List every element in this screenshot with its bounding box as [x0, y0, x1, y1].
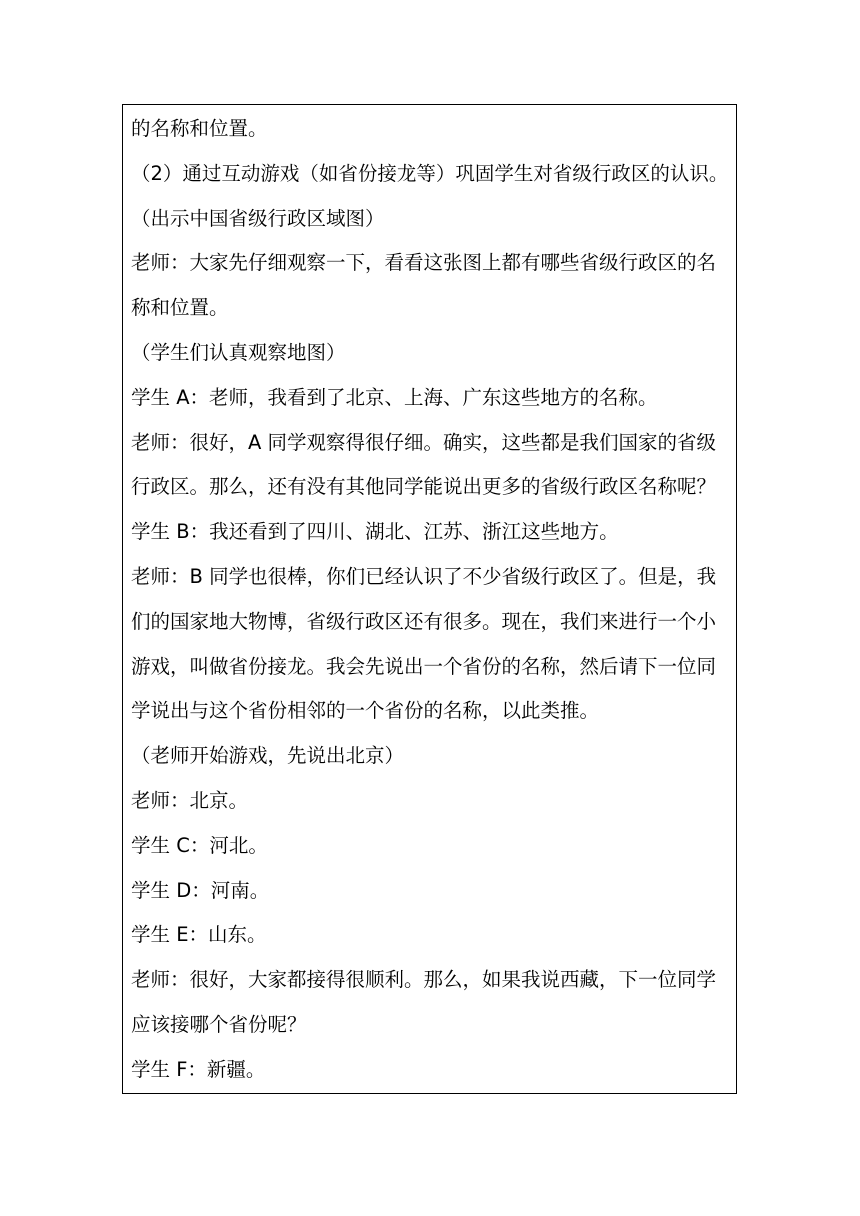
text-line: 老师：北京。 — [131, 788, 249, 812]
text-line: 老师：很好，A 同学观察得很仔细。确实，这些都是我们国家的省级 — [131, 430, 717, 454]
lesson-dialogue-text — [131, 111, 731, 1097]
text-line: 学生 F：新疆。 — [131, 1057, 266, 1081]
text-line: 游戏，叫做省份接龙。我会先说出一个省份的名称，然后请下一位同 — [131, 654, 717, 678]
text-line: 的名称和位置。 — [131, 117, 268, 140]
text-line: （2）通过互动游戏（如省份接龙等）巩固学生对省级行政区的认识。 — [131, 161, 729, 185]
text-line: 们的国家地大物博，省级行政区还有很多。现在，我们来进行一个小 — [131, 609, 717, 633]
text-line: 学说出与这个省份相邻的一个省份的名称，以此类推。 — [131, 699, 600, 723]
text-line: 老师：大家先仔细观察一下，看看这张图上都有哪些省级行政区的名 — [131, 251, 717, 275]
text-line: 学生 D：河南。 — [131, 878, 270, 902]
text-line: 称和位置。 — [131, 296, 229, 320]
text-line: （老师开始游戏，先说出北京） — [131, 744, 405, 768]
text-line: 行政区。那么，还有没有其他同学能说出更多的省级行政区名称呢？ — [131, 475, 717, 499]
text-line: 老师：很好，大家都接得很顺利。那么，如果我说西藏，下一位同学 — [131, 968, 717, 992]
text-line: 学生 E：山东。 — [131, 923, 267, 947]
text-line: （出示中国省级行政区域图） — [131, 206, 385, 230]
text-line: 学生 C：河北。 — [131, 833, 268, 857]
text-line: （学生们认真观察地图） — [131, 340, 346, 364]
text-line: 老师：B 同学也很棒，你们已经认识了不少省级行政区了。但是，我 — [131, 564, 717, 588]
text-line: 学生 A：老师，我看到了北京、上海、广东这些地方的名称。 — [131, 385, 658, 409]
text-line: 学生 B：我还看到了四川、湖北、江苏、浙江这些地方。 — [131, 520, 619, 544]
text-line: 应该接哪个省份呢？ — [131, 1012, 307, 1036]
